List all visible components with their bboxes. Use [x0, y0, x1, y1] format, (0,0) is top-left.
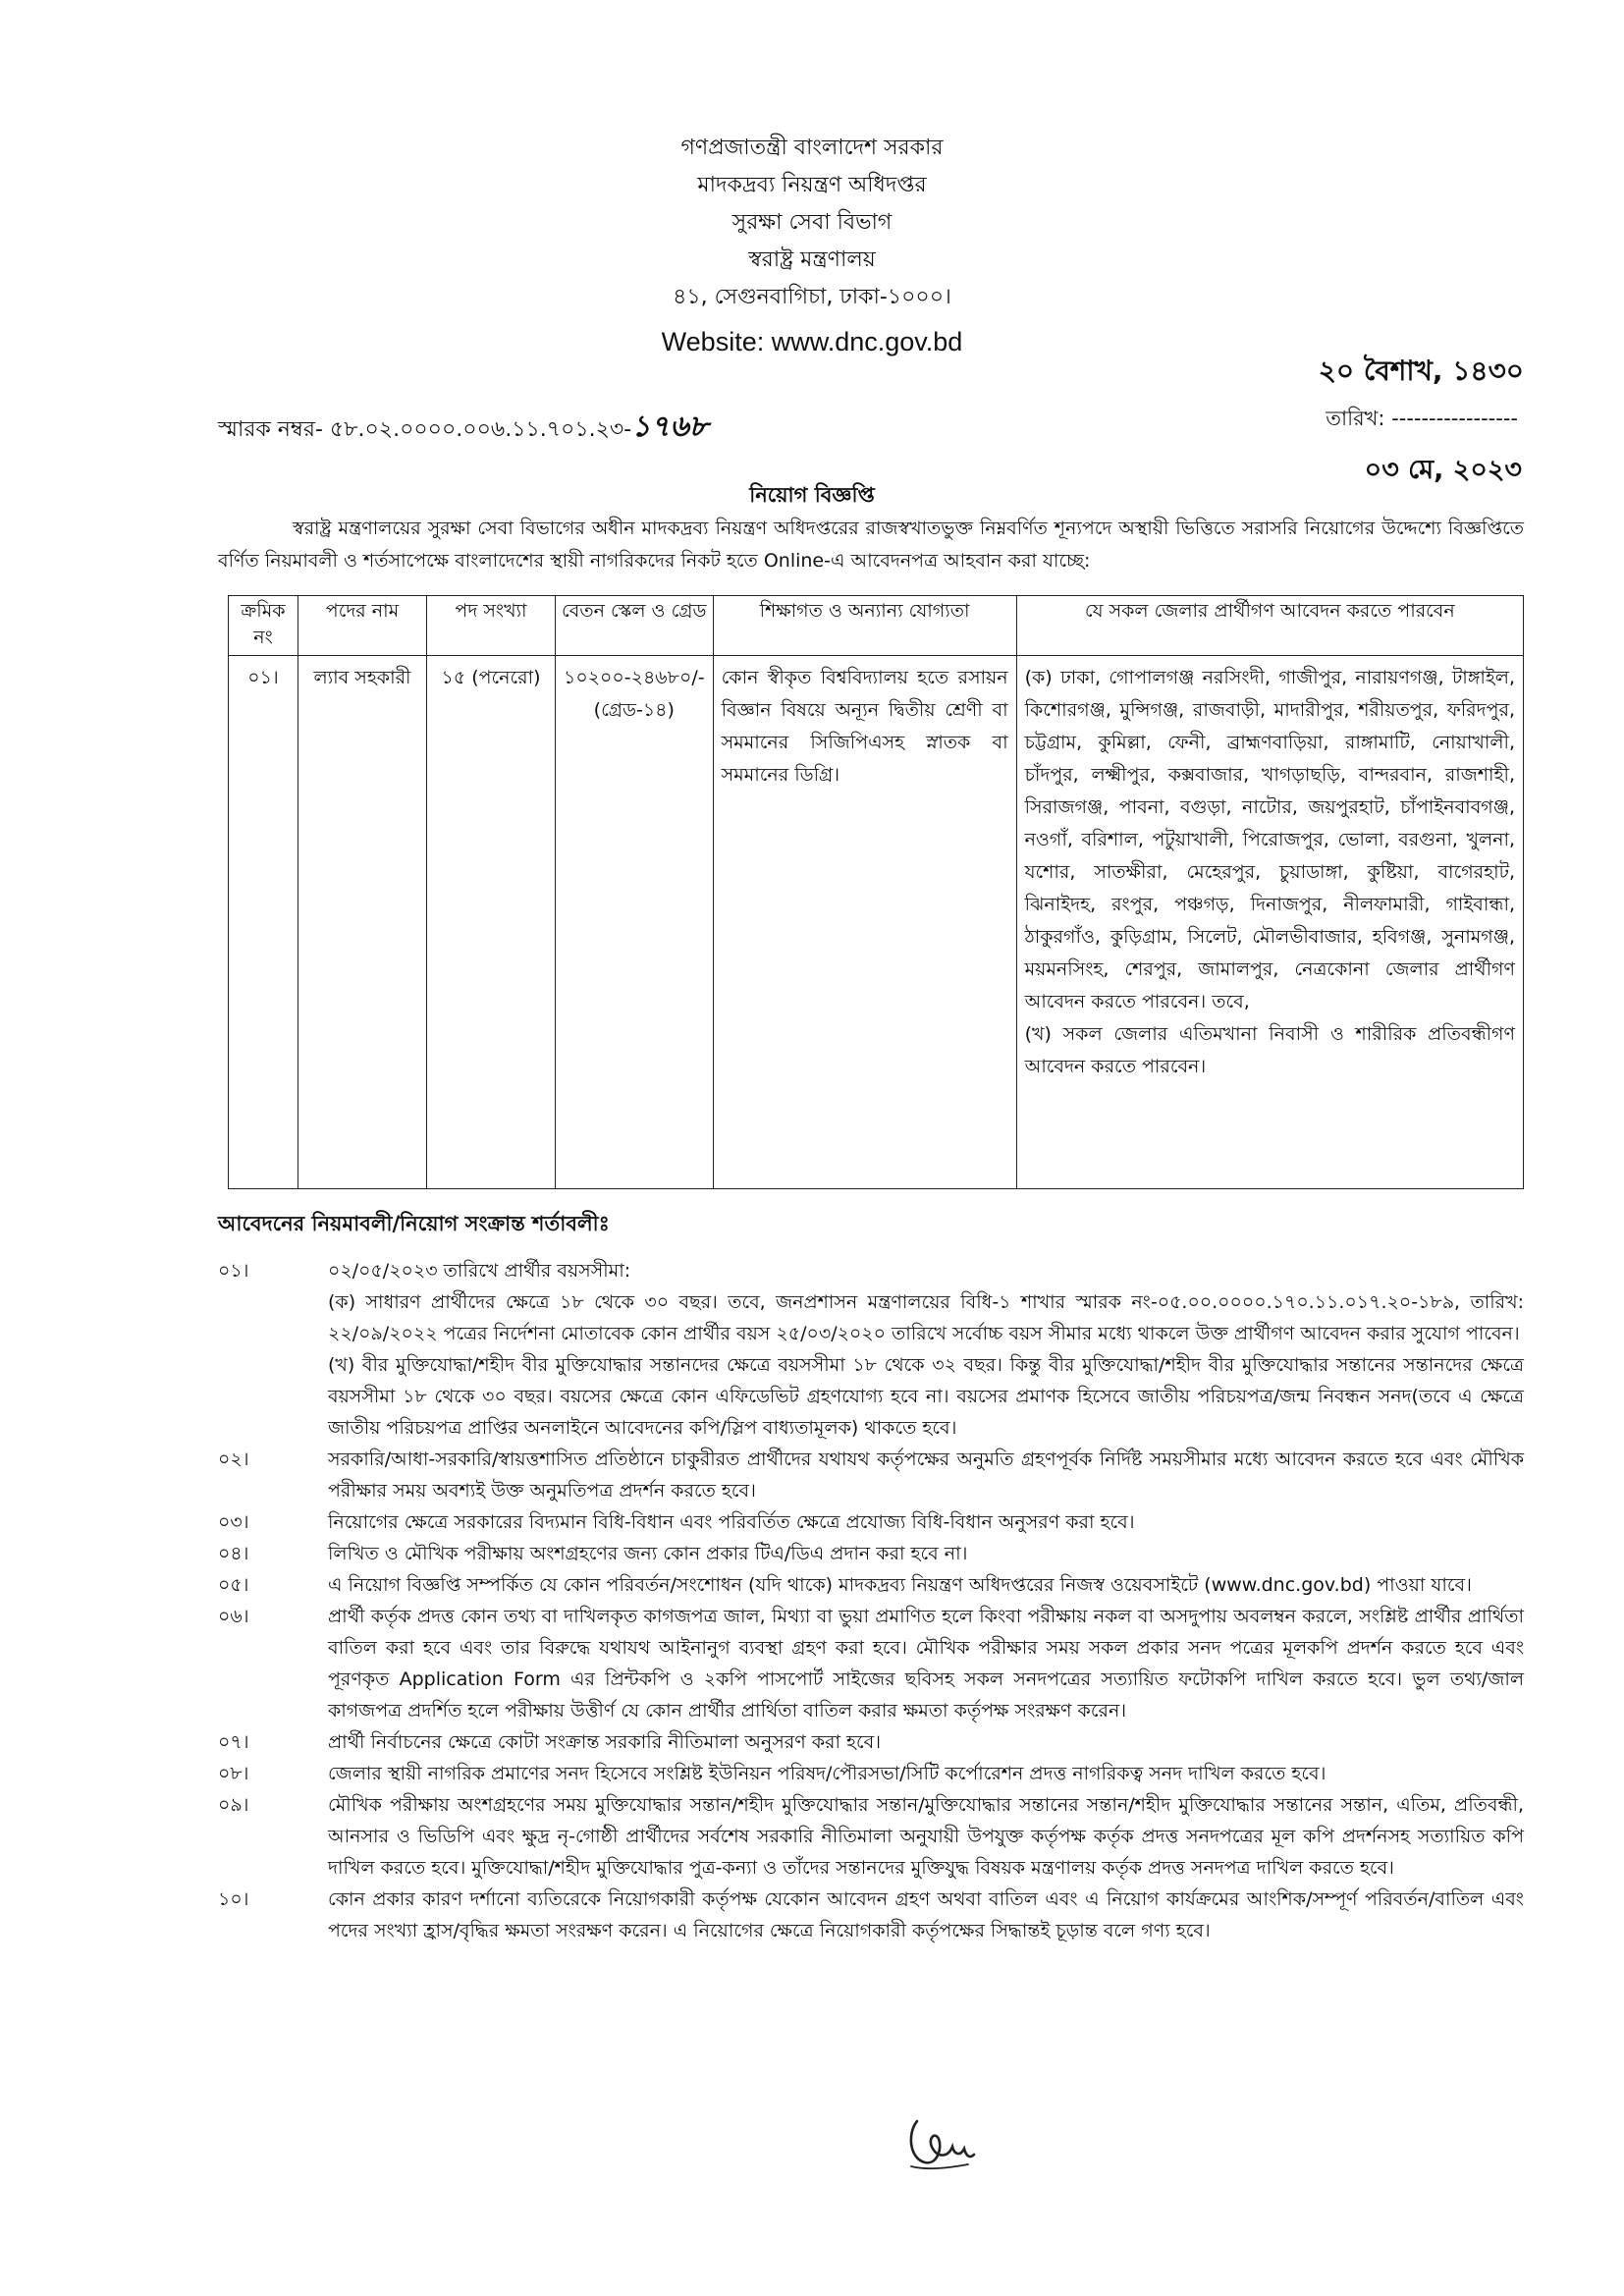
english-date-handwritten: ০৩ মে, ২০২৩: [1364, 455, 1522, 485]
col-scale: বেতন স্কেল ও গ্রেড: [556, 596, 714, 656]
rule-text: জেলার স্থায়ী নাগরিক প্রমাণের সনদ হিসেবে সংশ্লিষ্ট ইউনিয়ন পরিষদ/পৌরসভা/সিটি কর্পোরেশন প্রদত্ত নাগরিকত্ব সনদ দাখিল করতে হবে।: [328, 1763, 1326, 1784]
list-item: [218, 1726, 1524, 1758]
memo-number: [218, 403, 708, 453]
list-item: [218, 1255, 1524, 1286]
rules-title: আবেদনের নিয়মাবলী/নিয়োগ সংক্রান্ত শর্তাবলীঃ: [218, 1212, 610, 1235]
rule-text: মৌখিক পরীক্ষায় অংশগ্রহণের সময় মুক্তিযোদ্ধার সন্তান/শহীদ মুক্তিযোদ্ধার সন্তান/মুক্তিযোদ্ধার সন্তানের সন্তান/শহীদ মুক্তিযোদ্ধার সন্তানের সন্তান, এতিম, প্রতিবন্ধী, আনসার ও ভিডিপি এবং ক্ষুদ্র নৃ-গোষ্ঠী প্রার্থীদের সর্বশেষ সরকারি নীতিমালা অনুযায়ী উপযুক্ত কর্তৃপক্ষ কর্তৃক প্রদত্ত সনদপত্রের মূল কপি প্রদর্শনসহ সত্যায়িত কপি দাখিল করতে হবে। মুক্তিযোদ্ধা/শহীদ মুক্তিযোদ্ধার পুত্র-কন্যা ও তাঁদের সন্তানদের মুক্তিযুদ্ধ বিষয়ক মন্ত্রণালয় কর্তৃক প্রদত্ত সনদপত্র দাখিল করতে হবে।: [328, 1794, 1524, 1879]
signature: [903, 2109, 976, 2174]
cell-districts: [1016, 656, 1523, 1189]
col-districts: যে সকল জেলার প্রার্থীগণ আবেদন করতে পারবেন: [1016, 596, 1523, 656]
cell-qualification: কোন স্বীকৃত বিশ্ববিদ্যালয় হতে রসায়ন বিজ্ঞান বিষয়ে অন্যূন দ্বিতীয় শ্রেণী বা সমমানের সিজিপিএসহ স্নাতক বা সমমানের ডিগ্রি।: [713, 656, 1016, 1189]
memo-label: স্মারক নম্বর- ৫৮.০২.০০০০.০০৬.১১.৭০১.২৩-: [218, 417, 632, 442]
rule-number: ০৯।: [218, 1794, 249, 1816]
vacancy-table: [228, 595, 1524, 1189]
intro-paragraph: স্বরাষ্ট্র মন্ত্রণালয়ের সুরক্ষা সেবা বিভাগের অধীন মাদকদ্রব্য নিয়ন্ত্রণ অধিদপ্তরের রাজস্বখাতভুক্ত নিম্নবর্ণিত শূন্যপদে অস্থায়ী ভিত্তিতে সরাসরি নিয়োগের উদ্দেশ্যে বিজ্ঞপ্তিতে বর্ণিত নিয়মাবলী ও শর্তসাপেক্ষে বাংলাদেশের স্থায়ী নাগরিকদের নিকট হতে Online-এ আবেদনপত্র আহবান করা যাচ্ছে:: [218, 518, 1524, 572]
rules-list: [218, 1255, 1524, 1946]
list-item: [218, 1349, 1524, 1444]
rule-number: ০২।: [218, 1449, 249, 1470]
rule-text: ০২/০৫/২০২৩ তারিখে প্রার্থীর বয়সসীমা:: [328, 1260, 631, 1282]
rule-number: ০৬।: [218, 1606, 249, 1627]
list-item: [218, 1538, 1524, 1569]
rule-text: (খ) বীর মুক্তিযোদ্ধা/শহীদ বীর মুক্তিযোদ্ধার সন্তানদের ক্ষেত্রে বয়সসীমা ১৮ থেকে ৩২ বছর। কিন্তু বীর মুক্তিযোদ্ধা/শহীদ বীর মুক্তিযোদ্ধার সন্তানের সন্তানদের ক্ষেত্রে বয়সসীমা ১৮ থেকে ৩০ বছর। বয়সের ক্ষেত্রে কোন এফিডেভিট গ্রহণযোগ্য হবে না। বয়সের প্রমাণক হিসেবে জাতীয় পরিচয়পত্র/জন্ম নিবন্ধন সনদ(তবে এ ক্ষেত্রে জাতীয় পরিচয়পত্র প্রাপ্তির অনলাইনে আবেদনের কপি/স্লিপ বাধ্যতামূলক) থাকতে হবে।: [328, 1354, 1524, 1439]
rule-number: ০১।: [218, 1260, 249, 1282]
rule-number: ০৪।: [218, 1543, 249, 1564]
cell-post: ল্যাব সহকারী: [298, 656, 427, 1189]
list-item: [218, 1506, 1524, 1538]
rule-number: ০৩।: [218, 1511, 249, 1533]
rule-number: [218, 1349, 328, 1444]
cell-serial: ০১।: [229, 656, 298, 1189]
date-label: তারিখ: -----------------: [1326, 407, 1518, 430]
list-item: [218, 1444, 1524, 1506]
rule-text: নিয়োগের ক্ষেত্রে সরকারের বিদ্যমান বিধি-বিধান এবং পরিবর্তিত ক্ষেত্রে প্রযোজ্য বিধি-বিধান অনুসরণ করা হবে।: [328, 1511, 1135, 1533]
division-name: সুরক্ষা সেবা বিভাগ: [731, 210, 893, 235]
rule-text: প্রার্থী কর্তৃক প্রদত্ত কোন তথ্য বা দাখিলকৃত কাগজপত্র জাল, মিথ্যা বা ভুয়া প্রমাণিত হলে কিংবা পরীক্ষায় নকল বা অসদুপায় অবলম্বন করলে, সংশ্লিষ্ট প্রার্থীর প্রার্থিতা বাতিল করা হবে এবং তার বিরুদ্ধে যথাযথ আইনানুগ ব্যবস্থা গ্রহণ করা হবে। মৌখিক পরীক্ষার সময় সকল প্রকার সনদ পত্রের মূলকপি প্রদর্শন করতে হবে এবং পূরণকৃত Application Form এর প্রিন্টকপি ও ২কপি পাসপোর্ট সাইজের ছবিসহ সকল সনদপত্রের সত্যায়িত ফটোকপি দাখিল করতে হবে। ভুল তথ্য/জাল কাগজপত্র প্রদর্শিত হলে পরীক্ষায় উত্তীর্ণ যে কোন প্রার্থীর প্রার্থিতা বাতিল করার ক্ষমতা কর্তৃপক্ষ সংরক্ষণ করেন।: [328, 1606, 1524, 1722]
department-name: মাদকদ্রব্য নিয়ন্ত্রণ অধিদপ্তর: [697, 173, 927, 197]
rule-number: [218, 1286, 328, 1349]
memo-number-handwritten: ১৭৬৮: [631, 410, 709, 444]
rule-number: ০৭।: [218, 1731, 249, 1753]
rule-number: ০৫।: [218, 1574, 249, 1596]
rule-text: এ নিয়োগ বিজ্ঞপ্তি সম্পর্কিত যে কোন পরিবর্তন/সংশোধন (যদি থাকে) মাদকদ্রব্য নিয়ন্ত্রণ অধিদপ্তরের নিজস্ব ওয়েবসাইটে (www.dnc.gov.bd) পাওয়া যাবে।: [328, 1574, 1472, 1596]
list-item: [218, 1601, 1524, 1726]
table-header-row: [229, 596, 1524, 656]
rule-number: ১০।: [218, 1888, 249, 1910]
rule-text: প্রার্থী নির্বাচনের ক্ষেত্রে কোটা সংক্রান্ত সরকারি নীতিমালা অনুসরণ করা হবে।: [328, 1731, 882, 1753]
col-count: পদ সংখ্যা: [427, 596, 556, 656]
list-item: [218, 1884, 1524, 1946]
col-serial: ক্রমিক নং: [229, 596, 298, 656]
govt-name: গণপ্রজাতন্ত্রী বাংলাদেশ সরকার: [680, 136, 944, 160]
list-item: [218, 1286, 1524, 1349]
bangla-date-handwritten: ২০ বৈশাখ, ১৪৩০: [1318, 355, 1524, 387]
letterhead: [0, 130, 1624, 363]
col-post: পদের নাম: [298, 596, 427, 656]
districts-group-a: (ক) ঢাকা, গোপালগঞ্জ নরসিংদী, গাজীপুর, নারায়ণগঞ্জ, টাঙ্গাইল, কিশোরগঞ্জ, মুন্সিগঞ্জ, রাজবাড়ী, মাদারীপুর, শরীয়তপুর, ফরিদপুর, চট্টগ্রাম, কুমিল্লা, ফেনী, ব্রাহ্মণবাড়িয়া, রাঙ্গামাটি, নোয়াখালী, চাঁদপুর, লক্ষ্মীপুর, কক্সবাজার, খাগড়াছড়ি, বান্দরবান, রাজশাহী, সিরাজগঞ্জ, পাবনা, বগুড়া, নাটোর, জয়পুরহাট, চাঁপাইনবাবগঞ্জ, নওগাঁ, বরিশাল, পটুয়াখালী, পিরোজপুর, ভোলা, বরগুনা, খুলনা, যশোর, সাতক্ষীরা, মেহেরপুর, চুয়াডাঙ্গা, কুষ্টিয়া, বাগেরহাট, ঝিনাইদহ, রংপুর, পঞ্চগড়, দিনাজপুর, নীলফামারী, গাইবান্ধা, ঠাকুরগাঁও, কুড়িগ্রাম, সিলেট, মৌলভীবাজার, হবিগঞ্জ, সুনামগঞ্জ, ময়মনসিংহ, শেরপুর, জামালপুর, নেত্রকোনা জেলার প্রার্থীগণ আবেদন করতে পারবেন। তবে,: [1024, 667, 1515, 1012]
notice-title: নিয়োগ বিজ্ঞপ্তি: [749, 483, 875, 507]
rule-text: কোন প্রকার কারণ দর্শানো ব্যতিরেকে নিয়োগকারী কর্তৃপক্ষ যেকোন আবেদন গ্রহণ অথবা বাতিল এবং এ নিয়োগ কার্যক্রমের আংশিক/সম্পূর্ণ পরিবর্তন/বাতিল এবং পদের সংখ্যা হ্রাস/বৃদ্ধির ক্ষমতা সংরক্ষণ করেন। এ নিয়োগের ক্ষেত্রে নিয়োগকারী কর্তৃপক্ষের সিদ্ধান্তই চূড়ান্ত বলে গণ্য হবে।: [328, 1888, 1524, 1941]
list-item: [218, 1758, 1524, 1789]
cell-count: ১৫ (পনেরো): [427, 656, 556, 1189]
rule-text: (ক) সাধারণ প্রার্থীদের ক্ষেত্রে ১৮ থেকে ৩০ বছর। তবে, জনপ্রশাসন মন্ত্রণালয়ের বিধি-১ শাখার স্মারক নং-০৫.০০.০০০০.১৭০.১১.০১৭.২০-১৮৯, তারিখ: ২২/০৯/২০২২ পত্রের নির্দেশনা মোতাবেক কোন প্রার্থীর বয়স ২৫/০৩/২০২০ তারিখে সর্বোচ্চ বয়স সীমার মধ্যে থাকলে উক্ত প্রার্থীগণ আবেদন করার সুযোগ পাবেন।: [328, 1291, 1524, 1344]
rule-text: লিখিত ও মৌখিক পরীক্ষায় অংশগ্রহণের জন্য কোন প্রকার টিএ/ডিএ প্রদান করা হবে না।: [328, 1543, 968, 1564]
table-row: [229, 656, 1524, 1189]
list-item: [218, 1789, 1524, 1884]
districts-group-b: (খ) সকল জেলার এতিমখানা নিবাসী ও শারীরিক প্রতিবন্ধীগণ আবেদন করতে পারবেন।: [1024, 1023, 1515, 1077]
cell-scale: ১০২০০-২৪৬৮০/- (গ্রেড-১৪): [556, 656, 714, 1189]
col-qualification: শিক্ষাগত ও অন্যান্য যোগ্যতা: [713, 596, 1016, 656]
website-line: Website: www.dnc.gov.bd: [661, 327, 963, 356]
rule-text: সরকারি/আধা-সরকারি/স্বায়ত্তশাসিত প্রতিষ্ঠানে চাকুরীরত প্রার্থীদের যথাযথ কর্তৃপক্ষের অনুমতি গ্রহণপূর্বক নির্দিষ্ট সময়সীমার মধ্যে আবেদন করতে হবে এবং মৌখিক পরীক্ষার সময় অবশ্যই উক্ত অনুমতিপত্র প্রদর্শন করতে হবে।: [328, 1449, 1524, 1502]
office-address: ৪১, সেগুনবাগিচা, ঢাকা-১০০০।: [673, 285, 951, 309]
ministry-name: স্বরাষ্ট্র মন্ত্রণালয়: [748, 247, 876, 272]
list-item: [218, 1569, 1524, 1601]
rule-number: ০৮।: [218, 1763, 249, 1784]
